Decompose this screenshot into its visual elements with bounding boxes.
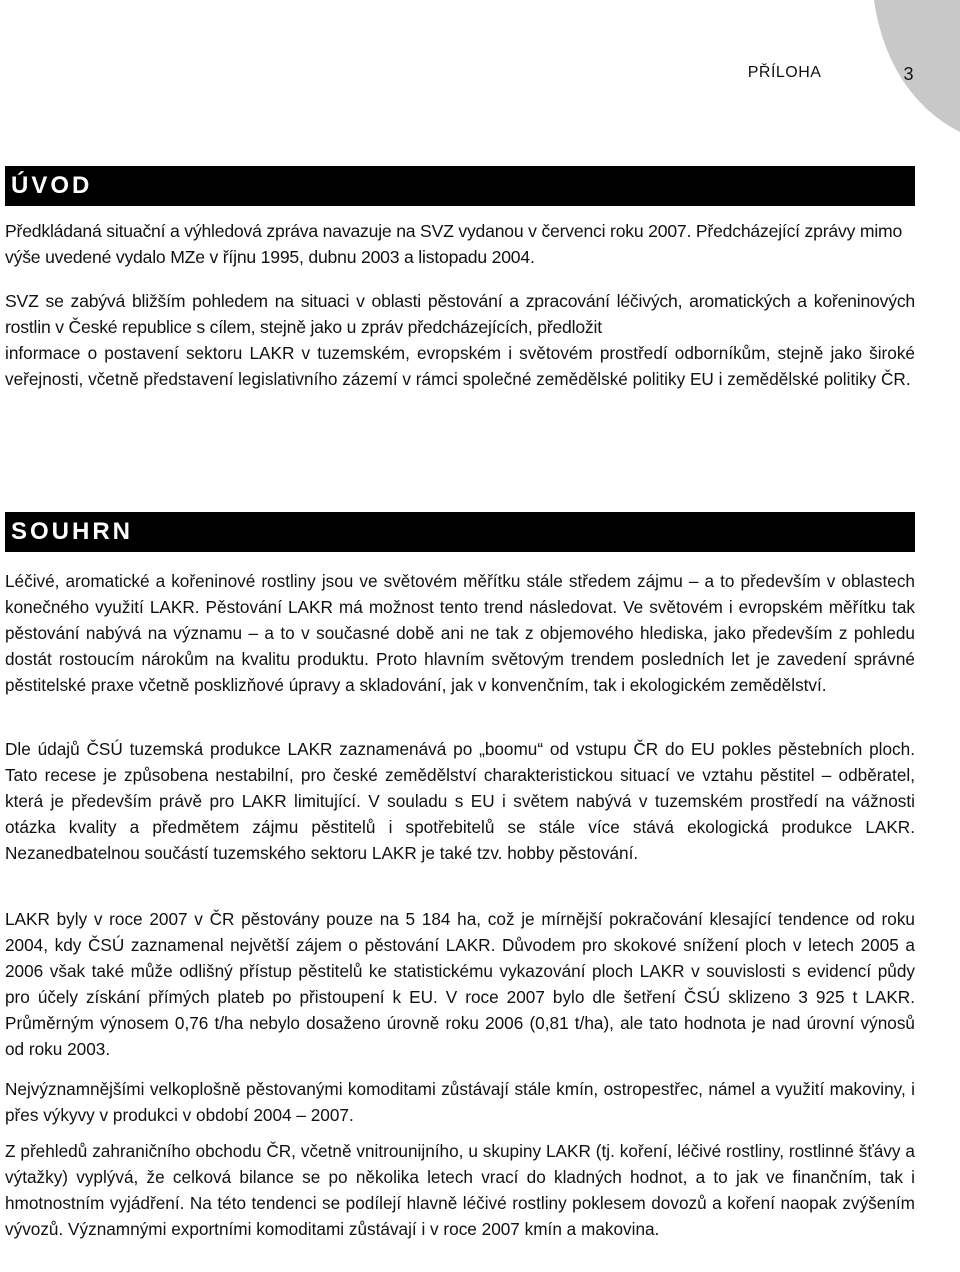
- uvod-paragraph-1: Předkládaná situační a výhledová zpráva navazuje na SVZ vydanou v červenci roku 2007. Předcházející zprávy mimo výše uvedené vydalo MZe v říjnu 1995, dubnu 2003 a listopadu 2004.: [5, 221, 903, 267]
- header-section-label: PŘÍLOHA: [747, 64, 822, 81]
- souhrn-paragraph-1: Léčivé, aromatické a kořeninové rostliny jsou ve světovém měřítku stále středem zájmu – a to především v oblastech konečného využití LAKR. Pěstování LAKR má možnost tento trend následovat. Ve světovém i evropském měřítku tak pěstování nabývá na významu – a to v současné době ani ne tak z objemového hlediska, jako především z pohledu dostát rostoucím nárokům na kvalitu produktu. Proto hlavním světovým trendem posledních let je zavedení správné pěstitelské praxe včetně posklizňové úpravy a skladování, jak v konvenčním, tak i ekologickém zemědělství.: [5, 571, 915, 695]
- page-number: 3: [903, 64, 914, 84]
- section-heading-uvod: ÚVOD: [5, 166, 915, 206]
- uvod-paragraph-2-rest: informace o postavení sektoru LAKR v tuzemském, evropském i světovém prostředí odborníkům, stejně jako široké veřejnosti, včetně představení legislativního zázemí v rámci společné zemědělské politiky EU i zemědělské politiky ČR.: [5, 343, 915, 389]
- section-heading-souhrn: SOUHRN: [5, 512, 915, 552]
- uvod-paragraph-2: [5, 288, 915, 392]
- page-header: [748, 64, 914, 85]
- souhrn-paragraph-3: LAKR byly v roce 2007 v ČR pěstovány pouze na 5 184 ha, což je mírnější pokračování klesající tendence od roku 2004, kdy ČSÚ zaznamenal největší zájem o pěstování LAKR. Důvodem pro skokové snížení ploch v letech 2005 a 2006 však také může odlišný přístup pěstitelů ke statistickému vykazování ploch LAKR v souvislosti s evidencí půdy pro účely získání přímých plateb po přistoupení k EU. V roce 2007 bylo dle šetření ČSÚ sklizeno 3 925 t LAKR. Průměrným výnosem 0,76 t/ha nebylo dosaženo úrovně roku 2006 (0,81 t/ha), ale tato hodnota je nad úrovní výnosů od roku 2003.: [5, 909, 915, 1059]
- souhrn-paragraph-2: Dle údajů ČSÚ tuzemská produkce LAKR zaznamenává po „boomu“ od vstupu ČR do EU pokles pěstebních ploch. Tato recese je způsobena nestabilní, pro české zemědělství charakteristickou situací ve vztahu pěstitel – odběratel, která je především právě pro LAKR limitující. V souladu s EU i světem nabývá v tuzemském prostředí na vážnosti otázka kvality a předmětem zájmu pěstitelů i spotřebitelů se stále více stává ekologická produkce LAKR. Nezanedbatelnou součástí tuzemského sektoru LAKR je také tzv. hobby pěstování.: [5, 739, 915, 863]
- souhrn-paragraph-4: Nejvýznamnějšími velkoplošně pěstovanými komoditami zůstávají stále kmín, ostropestřec, námel a využití makoviny, i přes výkyvy v produkci v období 2004 – 2007.: [5, 1079, 915, 1125]
- souhrn-paragraph-5: Z přehledů zahraničního obchodu ČR, včetně vnitrounijního, u skupiny LAKR (tj. koření, léčivé rostliny, rostlinné šťávy a výtažky) vyplývá, že celková bilance se po několika letech vrací do kladných hodnot, a to jak ve finančním, tak i hmotnostním vyjádření. Na této tendenci se podílejí hlavně léčivé rostliny poklesem dovozů a koření naopak zvýšením vývozů. Významnými exportními komoditami zůstávají i v roce 2007 kmín a makovina.: [5, 1141, 915, 1239]
- uvod-paragraph-2-lead: SVZ se zabývá bližším pohledem na situaci v oblasti pěstování a zpracování léčivých, aromatických a kořeninových rostlin v České republice s cílem, stejně jako u zpráv předcházejících, předložit: [5, 291, 915, 337]
